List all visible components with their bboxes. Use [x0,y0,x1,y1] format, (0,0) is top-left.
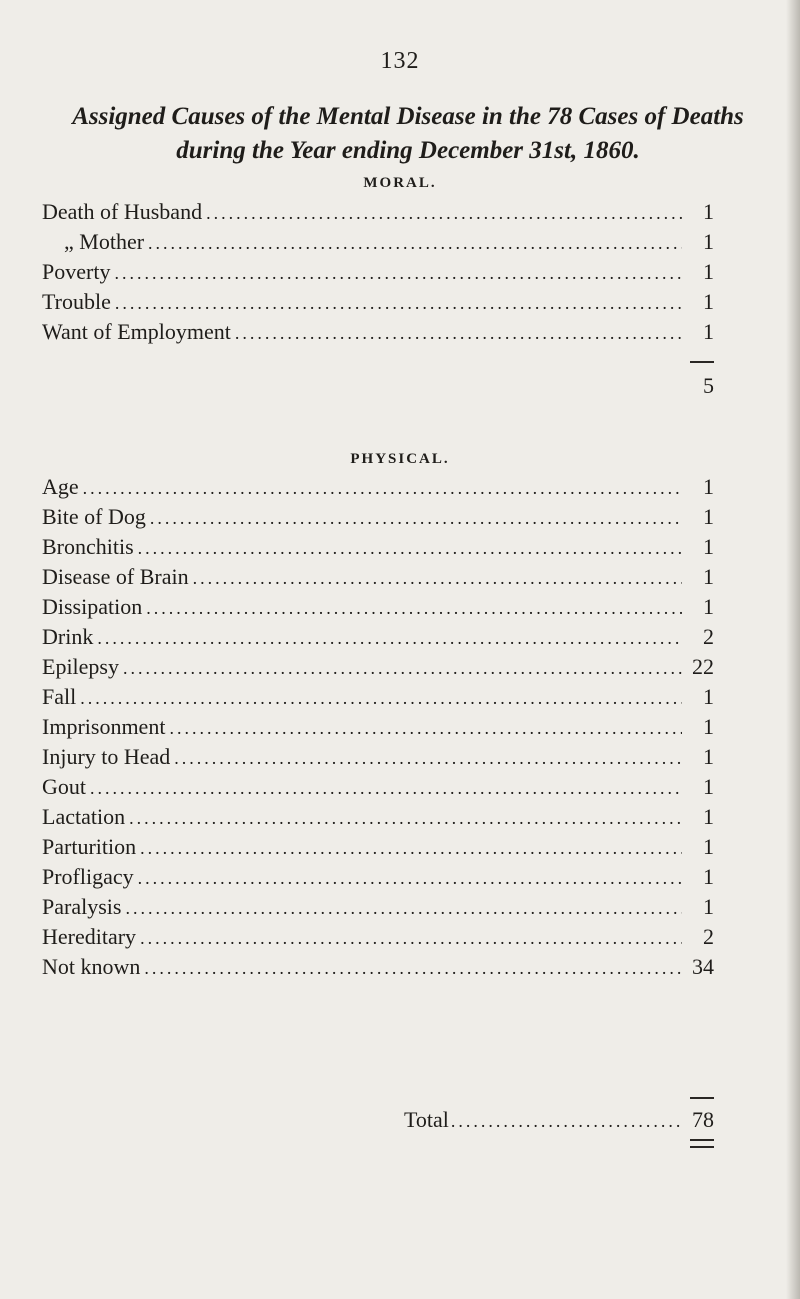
cause-count: 1 [703,834,714,859]
dot-leader [169,713,682,743]
cause-count: 1 [703,714,714,739]
cause-label: Epilepsy [42,654,119,679]
dot-leader [123,653,682,683]
list-item [42,862,714,892]
list-item [42,532,714,562]
list-item [42,562,714,592]
cause-count: 1 [703,894,714,919]
cause-label: Dissipation [42,594,143,619]
cause-label: Death of Husband [42,199,203,224]
cause-count: 1 [703,259,714,284]
physical-section-heading: PHYSICAL. [350,451,450,467]
page-number: 132 [380,48,420,74]
dot-leader [235,318,682,348]
cause-label: Bite of Dog [42,504,146,529]
cause-label: Paralysis [42,894,122,919]
list-item [42,197,714,227]
cause-label: Age [42,474,79,499]
cause-label: Not known [42,954,141,979]
list-item [42,622,714,652]
list-item [42,227,714,257]
dot-leader [150,503,682,533]
dot-leader [146,593,682,623]
dot-leader [140,923,682,953]
list-item [42,502,714,532]
cause-count: 1 [703,684,714,709]
list-item [42,592,714,622]
cause-label: Parturition [42,834,137,859]
list-item [42,952,714,982]
dot-leader [125,893,682,923]
list-item [42,317,714,347]
cause-label: Injury to Head [42,744,171,769]
cause-count: 1 [703,474,714,499]
list-item [42,682,714,712]
list-item [42,832,714,862]
cause-count: 1 [703,319,714,344]
dot-leader [451,1106,684,1136]
list-item [42,802,714,832]
cause-label: Bronchitis [42,534,134,559]
cause-count: 1 [703,804,714,829]
cause-label: Lactation [42,804,126,829]
dot-leader [144,953,682,983]
dot-leader [80,683,682,713]
cause-label: Want of Employment [42,319,231,344]
cause-count: 1 [703,744,714,769]
list-item [42,287,714,317]
moral-section-heading: MORAL. [363,175,437,191]
dot-leader [97,623,682,653]
cause-count: 1 [703,504,714,529]
cause-count: 1 [703,229,714,254]
dot-leader [193,563,682,593]
cause-count: 1 [703,289,714,314]
cause-count: 34 [692,954,714,979]
double-rule [690,1139,714,1148]
table-title: Assigned Causes of the Mental Disease in the 78 Cases of Deaths during the Year ending December 31st, 1860. [72,103,744,164]
dot-leader [115,288,682,318]
cause-count: 1 [703,774,714,799]
moral-causes-list [42,197,714,347]
dot-leader [138,863,682,893]
total-row [404,1105,714,1136]
dot-leader [174,743,682,773]
dot-leader [83,473,682,503]
cause-label: Trouble [42,289,111,314]
list-item [42,742,714,772]
cause-label: Gout [42,774,86,799]
total-count: 78 [692,1107,714,1132]
cause-label: Poverty [42,259,111,284]
cause-count: 2 [703,924,714,949]
cause-count: 1 [703,534,714,559]
cause-label: „ Mother [64,229,145,254]
cause-count: 1 [703,594,714,619]
dot-leader [140,833,682,863]
cause-label: Hereditary [42,924,137,949]
dot-leader [206,198,682,228]
list-item [42,892,714,922]
dot-leader [90,773,682,803]
subtotal-rule [690,361,714,363]
cause-count: 1 [703,199,714,224]
physical-causes-list [42,472,714,982]
dot-leader [138,533,682,563]
cause-label: Fall [42,684,77,709]
page-edge-shadow [786,0,800,1299]
total-label: Total [404,1107,449,1132]
cause-count: 22 [692,654,714,679]
list-item [42,257,714,287]
cause-label: Imprisonment [42,714,166,739]
list-item [42,712,714,742]
list-item [42,772,714,802]
list-item [42,922,714,952]
cause-label: Drink [42,624,94,649]
dot-leader [129,803,682,833]
dot-leader [114,258,682,288]
cause-count: 2 [703,624,714,649]
dot-leader [148,228,682,258]
cause-count: 1 [703,564,714,589]
total-rule [690,1097,714,1099]
cause-count: 1 [703,864,714,889]
cause-label: Disease of Brain [42,564,189,589]
list-item [42,472,714,502]
list-item [42,652,714,682]
moral-subtotal: 5 [703,373,714,398]
cause-label: Profligacy [42,864,134,889]
